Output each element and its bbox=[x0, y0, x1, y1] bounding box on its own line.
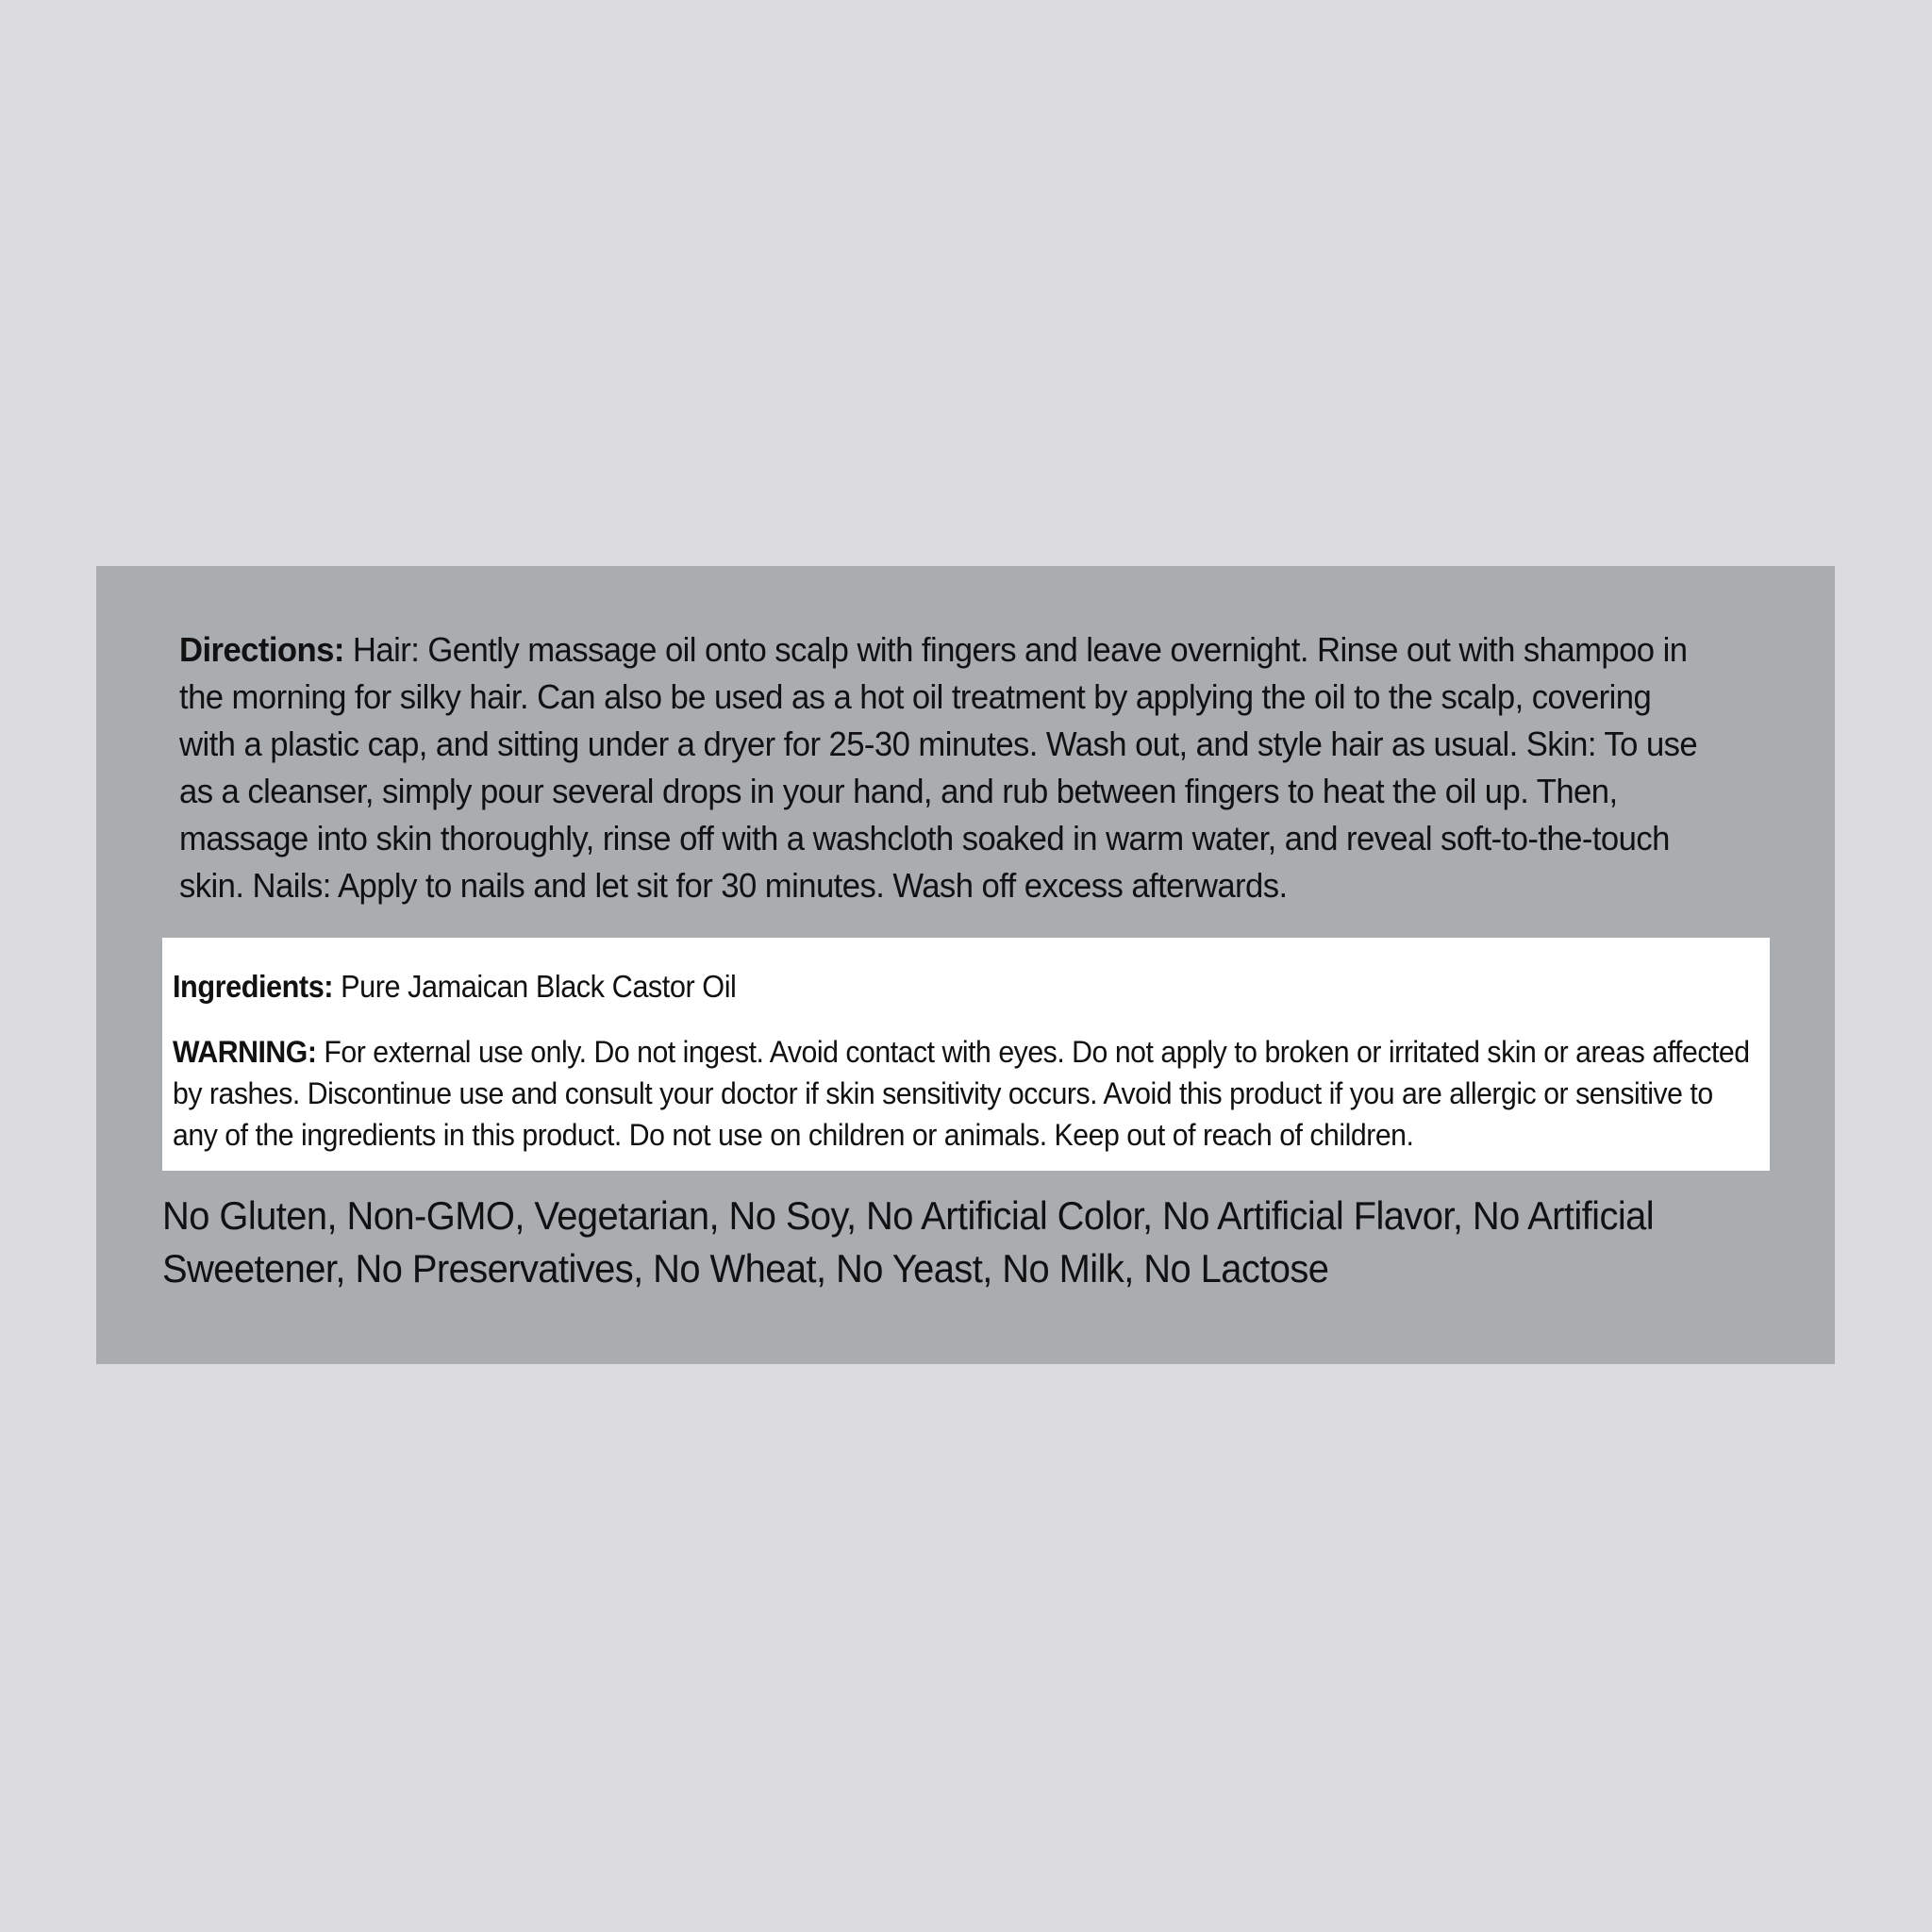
directions-paragraph bbox=[179, 626, 1703, 909]
warning-title: WARNING: bbox=[173, 1035, 317, 1069]
directions-title: Directions: bbox=[179, 630, 344, 669]
label-panel bbox=[96, 566, 1835, 1364]
ingredients-text: Pure Jamaican Black Castor Oil bbox=[333, 969, 737, 1004]
ingredients-paragraph bbox=[173, 968, 1664, 1006]
ingredients-warning-box bbox=[162, 938, 1770, 1171]
ingredients-title: Ingredients: bbox=[173, 969, 334, 1004]
dietary-claims: No Gluten, Non-GMO, Vegetarian, No Soy, No Artificial Color, No Artificial Flavor, No Artificial Sweetener, No Preservatives, No Wheat, No Yeast, No Milk, No Lactose bbox=[162, 1193, 1655, 1291]
warning-paragraph bbox=[173, 1031, 1752, 1156]
directions-text: Hair: Gently massage oil onto scalp with fingers and leave overnight. Rinse out with shampoo in the morning for silky hair. Can also be used as a hot oil treatment by applying the oil to the scalp, covering with a plastic cap, and sitting under a dryer for 25-30 minutes. Wash out, and style hair as usual. Skin: To use as a cleanser, simply pour several drops in your hand, and rub between fingers to heat the oil up. Then, massage into skin thoroughly, rinse off with a washcloth soaked in warm water, and reveal soft-to-the-touch skin. Nails: Apply to nails and let sit for 30 minutes. Wash off excess afterwards. bbox=[179, 630, 1698, 905]
warning-text: For external use only. Do not ingest. Avoid contact with eyes. Do not apply to broken or irritated skin or areas affected by rashes. Discontinue use and consult your doctor if skin sensitivity occurs. Avoid this product if you are allergic or sensitive to any of the ingredients in this product. Do not use on children or animals. Keep out of reach of children. bbox=[173, 1035, 1750, 1152]
